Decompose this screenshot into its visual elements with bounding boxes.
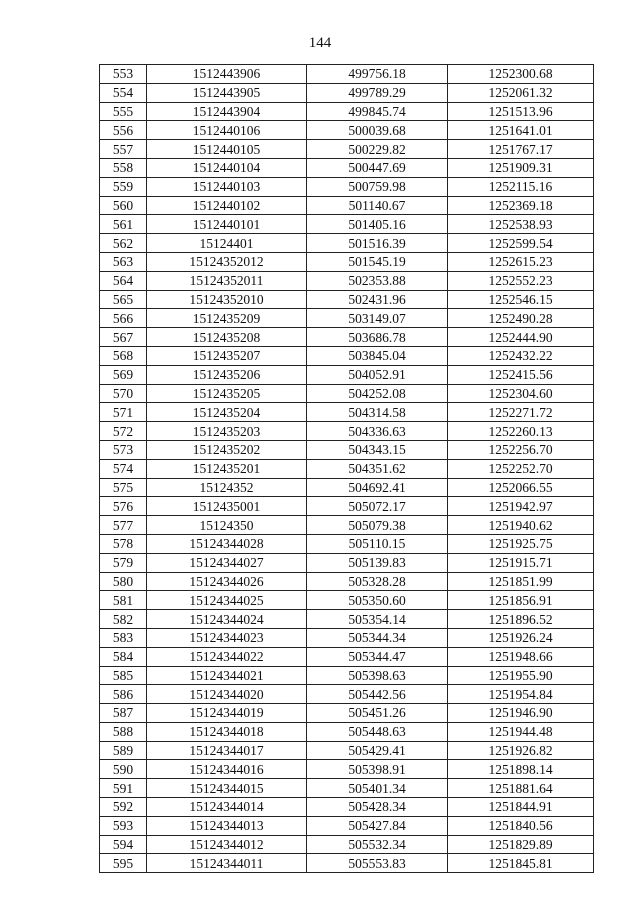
y-coordinate-cell: 1251829.89 [448, 835, 594, 854]
table-row [100, 534, 594, 553]
row-number-cell: 591 [100, 779, 147, 798]
table-row [100, 666, 594, 685]
row-number-cell: 589 [100, 741, 147, 760]
y-coordinate-cell: 1251898.14 [448, 760, 594, 779]
point-id-cell: 1512435203 [147, 422, 307, 441]
table-row [100, 196, 594, 215]
point-id-cell: 15124344015 [147, 779, 307, 798]
row-number-cell: 587 [100, 704, 147, 723]
x-coordinate-cell: 505350.60 [307, 591, 448, 610]
point-id-cell: 1512440102 [147, 196, 307, 215]
y-coordinate-cell: 1252256.70 [448, 440, 594, 459]
row-number-cell: 556 [100, 121, 147, 140]
row-number-cell: 572 [100, 422, 147, 441]
table-row [100, 177, 594, 196]
point-id-cell: 15124344027 [147, 553, 307, 572]
point-id-cell: 1512440106 [147, 121, 307, 140]
point-id-cell: 15124344018 [147, 722, 307, 741]
x-coordinate-cell: 504351.62 [307, 459, 448, 478]
point-id-cell: 15124344016 [147, 760, 307, 779]
table-row [100, 516, 594, 535]
y-coordinate-cell: 1251881.64 [448, 779, 594, 798]
y-coordinate-cell: 1251896.52 [448, 610, 594, 629]
y-coordinate-cell: 1252615.23 [448, 252, 594, 271]
table-row [100, 835, 594, 854]
x-coordinate-cell: 503149.07 [307, 309, 448, 328]
y-coordinate-cell: 1252599.54 [448, 234, 594, 253]
point-id-cell: 1512443905 [147, 83, 307, 102]
point-id-cell: 1512443904 [147, 102, 307, 121]
point-id-cell: 15124350 [147, 516, 307, 535]
row-number-cell: 579 [100, 553, 147, 572]
table-row [100, 628, 594, 647]
row-number-cell: 554 [100, 83, 147, 102]
row-number-cell: 585 [100, 666, 147, 685]
row-number-cell: 571 [100, 403, 147, 422]
row-number-cell: 595 [100, 854, 147, 873]
table-row [100, 422, 594, 441]
y-coordinate-cell: 1251641.01 [448, 121, 594, 140]
x-coordinate-cell: 505344.47 [307, 647, 448, 666]
point-id-cell: 15124344014 [147, 798, 307, 817]
x-coordinate-cell: 500229.82 [307, 140, 448, 159]
table-row [100, 591, 594, 610]
row-number-cell: 555 [100, 102, 147, 121]
point-id-cell: 1512435207 [147, 346, 307, 365]
y-coordinate-cell: 1252115.16 [448, 177, 594, 196]
x-coordinate-cell: 502353.88 [307, 271, 448, 290]
row-number-cell: 590 [100, 760, 147, 779]
table-row [100, 346, 594, 365]
row-number-cell: 566 [100, 309, 147, 328]
point-id-cell: 15124401 [147, 234, 307, 253]
point-id-cell: 1512435001 [147, 497, 307, 516]
table-row [100, 798, 594, 817]
row-number-cell: 568 [100, 346, 147, 365]
x-coordinate-cell: 505398.63 [307, 666, 448, 685]
y-coordinate-cell: 1252432.22 [448, 346, 594, 365]
point-id-cell: 1512440104 [147, 158, 307, 177]
point-id-cell: 15124344028 [147, 534, 307, 553]
y-coordinate-cell: 1252490.28 [448, 309, 594, 328]
row-number-cell: 578 [100, 534, 147, 553]
table-row [100, 290, 594, 309]
row-number-cell: 577 [100, 516, 147, 535]
row-number-cell: 560 [100, 196, 147, 215]
row-number-cell: 576 [100, 497, 147, 516]
y-coordinate-cell: 1251948.66 [448, 647, 594, 666]
row-number-cell: 564 [100, 271, 147, 290]
x-coordinate-cell: 499756.18 [307, 65, 448, 84]
point-id-cell: 1512435205 [147, 384, 307, 403]
point-id-cell: 15124344026 [147, 572, 307, 591]
y-coordinate-cell: 1251915.71 [448, 553, 594, 572]
y-coordinate-cell: 1251925.75 [448, 534, 594, 553]
coordinates-table [99, 64, 594, 873]
row-number-cell: 582 [100, 610, 147, 629]
table-row [100, 854, 594, 873]
x-coordinate-cell: 505072.17 [307, 497, 448, 516]
x-coordinate-cell: 505429.41 [307, 741, 448, 760]
table-row [100, 102, 594, 121]
x-coordinate-cell: 505401.34 [307, 779, 448, 798]
x-coordinate-cell: 505532.34 [307, 835, 448, 854]
point-id-cell: 1512435208 [147, 328, 307, 347]
row-number-cell: 569 [100, 365, 147, 384]
y-coordinate-cell: 1251942.97 [448, 497, 594, 516]
point-id-cell: 15124344021 [147, 666, 307, 685]
y-coordinate-cell: 1251955.90 [448, 666, 594, 685]
x-coordinate-cell: 505110.15 [307, 534, 448, 553]
y-coordinate-cell: 1251940.62 [448, 516, 594, 535]
y-coordinate-cell: 1252252.70 [448, 459, 594, 478]
point-id-cell: 15124344020 [147, 685, 307, 704]
table-row [100, 478, 594, 497]
table-row [100, 403, 594, 422]
x-coordinate-cell: 504692.41 [307, 478, 448, 497]
point-id-cell: 15124352 [147, 478, 307, 497]
row-number-cell: 592 [100, 798, 147, 817]
table-row [100, 685, 594, 704]
x-coordinate-cell: 500039.68 [307, 121, 448, 140]
point-id-cell: 1512435202 [147, 440, 307, 459]
row-number-cell: 559 [100, 177, 147, 196]
y-coordinate-cell: 1252304.60 [448, 384, 594, 403]
table-row [100, 647, 594, 666]
point-id-cell: 1512435209 [147, 309, 307, 328]
row-number-cell: 562 [100, 234, 147, 253]
row-number-cell: 563 [100, 252, 147, 271]
y-coordinate-cell: 1251844.91 [448, 798, 594, 817]
table-row [100, 610, 594, 629]
x-coordinate-cell: 501405.16 [307, 215, 448, 234]
x-coordinate-cell: 505448.63 [307, 722, 448, 741]
row-number-cell: 581 [100, 591, 147, 610]
point-id-cell: 15124344025 [147, 591, 307, 610]
point-id-cell: 1512443906 [147, 65, 307, 84]
table-row [100, 252, 594, 271]
x-coordinate-cell: 504052.91 [307, 365, 448, 384]
y-coordinate-cell: 1252444.90 [448, 328, 594, 347]
x-coordinate-cell: 500759.98 [307, 177, 448, 196]
point-id-cell: 15124344022 [147, 647, 307, 666]
y-coordinate-cell: 1252061.32 [448, 83, 594, 102]
point-id-cell: 15124344017 [147, 741, 307, 760]
y-coordinate-cell: 1251840.56 [448, 816, 594, 835]
y-coordinate-cell: 1252538.93 [448, 215, 594, 234]
coordinates-table-body [100, 65, 594, 873]
table-row [100, 572, 594, 591]
y-coordinate-cell: 1251946.90 [448, 704, 594, 723]
x-coordinate-cell: 505553.83 [307, 854, 448, 873]
y-coordinate-cell: 1251856.91 [448, 591, 594, 610]
table-row [100, 83, 594, 102]
row-number-cell: 573 [100, 440, 147, 459]
x-coordinate-cell: 504252.08 [307, 384, 448, 403]
table-row [100, 309, 594, 328]
table-row [100, 365, 594, 384]
y-coordinate-cell: 1251767.17 [448, 140, 594, 159]
table-row [100, 234, 594, 253]
x-coordinate-cell: 505328.28 [307, 572, 448, 591]
point-id-cell: 1512435201 [147, 459, 307, 478]
point-id-cell: 1512435206 [147, 365, 307, 384]
row-number-cell: 558 [100, 158, 147, 177]
row-number-cell: 561 [100, 215, 147, 234]
table-row [100, 704, 594, 723]
x-coordinate-cell: 503845.04 [307, 346, 448, 365]
y-coordinate-cell: 1251851.99 [448, 572, 594, 591]
x-coordinate-cell: 499789.29 [307, 83, 448, 102]
y-coordinate-cell: 1251954.84 [448, 685, 594, 704]
x-coordinate-cell: 501516.39 [307, 234, 448, 253]
row-number-cell: 575 [100, 478, 147, 497]
x-coordinate-cell: 504314.58 [307, 403, 448, 422]
x-coordinate-cell: 505354.14 [307, 610, 448, 629]
row-number-cell: 593 [100, 816, 147, 835]
x-coordinate-cell: 501140.67 [307, 196, 448, 215]
point-id-cell: 15124344012 [147, 835, 307, 854]
x-coordinate-cell: 505398.91 [307, 760, 448, 779]
y-coordinate-cell: 1251513.96 [448, 102, 594, 121]
point-id-cell: 15124352011 [147, 271, 307, 290]
point-id-cell: 15124344024 [147, 610, 307, 629]
table-row [100, 140, 594, 159]
row-number-cell: 574 [100, 459, 147, 478]
table-row [100, 65, 594, 84]
x-coordinate-cell: 505344.34 [307, 628, 448, 647]
table-row [100, 497, 594, 516]
y-coordinate-cell: 1251926.24 [448, 628, 594, 647]
x-coordinate-cell: 501545.19 [307, 252, 448, 271]
row-number-cell: 588 [100, 722, 147, 741]
point-id-cell: 1512440103 [147, 177, 307, 196]
row-number-cell: 594 [100, 835, 147, 854]
point-id-cell: 15124344019 [147, 704, 307, 723]
point-id-cell: 15124344023 [147, 628, 307, 647]
table-row [100, 384, 594, 403]
x-coordinate-cell: 505079.38 [307, 516, 448, 535]
x-coordinate-cell: 503686.78 [307, 328, 448, 347]
point-id-cell: 15124344013 [147, 816, 307, 835]
row-number-cell: 553 [100, 65, 147, 84]
y-coordinate-cell: 1252260.13 [448, 422, 594, 441]
row-number-cell: 580 [100, 572, 147, 591]
y-coordinate-cell: 1252552.23 [448, 271, 594, 290]
table-row [100, 215, 594, 234]
table-row [100, 158, 594, 177]
y-coordinate-cell: 1251926.82 [448, 741, 594, 760]
row-number-cell: 584 [100, 647, 147, 666]
row-number-cell: 570 [100, 384, 147, 403]
y-coordinate-cell: 1252415.56 [448, 365, 594, 384]
point-id-cell: 15124352010 [147, 290, 307, 309]
row-number-cell: 565 [100, 290, 147, 309]
point-id-cell: 1512440105 [147, 140, 307, 159]
table-row [100, 760, 594, 779]
table-row [100, 722, 594, 741]
x-coordinate-cell: 505139.83 [307, 553, 448, 572]
point-id-cell: 1512440101 [147, 215, 307, 234]
x-coordinate-cell: 504336.63 [307, 422, 448, 441]
y-coordinate-cell: 1252271.72 [448, 403, 594, 422]
row-number-cell: 567 [100, 328, 147, 347]
x-coordinate-cell: 504343.15 [307, 440, 448, 459]
table-row [100, 553, 594, 572]
table-row [100, 779, 594, 798]
y-coordinate-cell: 1252066.55 [448, 478, 594, 497]
x-coordinate-cell: 505451.26 [307, 704, 448, 723]
point-id-cell: 15124352012 [147, 252, 307, 271]
row-number-cell: 586 [100, 685, 147, 704]
x-coordinate-cell: 499845.74 [307, 102, 448, 121]
x-coordinate-cell: 505428.34 [307, 798, 448, 817]
table-row [100, 121, 594, 140]
y-coordinate-cell: 1251944.48 [448, 722, 594, 741]
table-row [100, 816, 594, 835]
table-row [100, 459, 594, 478]
x-coordinate-cell: 505442.56 [307, 685, 448, 704]
row-number-cell: 583 [100, 628, 147, 647]
table-row [100, 440, 594, 459]
y-coordinate-cell: 1252300.68 [448, 65, 594, 84]
x-coordinate-cell: 502431.96 [307, 290, 448, 309]
y-coordinate-cell: 1251909.31 [448, 158, 594, 177]
y-coordinate-cell: 1252546.15 [448, 290, 594, 309]
point-id-cell: 1512435204 [147, 403, 307, 422]
x-coordinate-cell: 505427.84 [307, 816, 448, 835]
row-number-cell: 557 [100, 140, 147, 159]
x-coordinate-cell: 500447.69 [307, 158, 448, 177]
point-id-cell: 15124344011 [147, 854, 307, 873]
table-row [100, 741, 594, 760]
page-number: 144 [308, 35, 332, 51]
table-row [100, 271, 594, 290]
table-row [100, 328, 594, 347]
y-coordinate-cell: 1251845.81 [448, 854, 594, 873]
y-coordinate-cell: 1252369.18 [448, 196, 594, 215]
